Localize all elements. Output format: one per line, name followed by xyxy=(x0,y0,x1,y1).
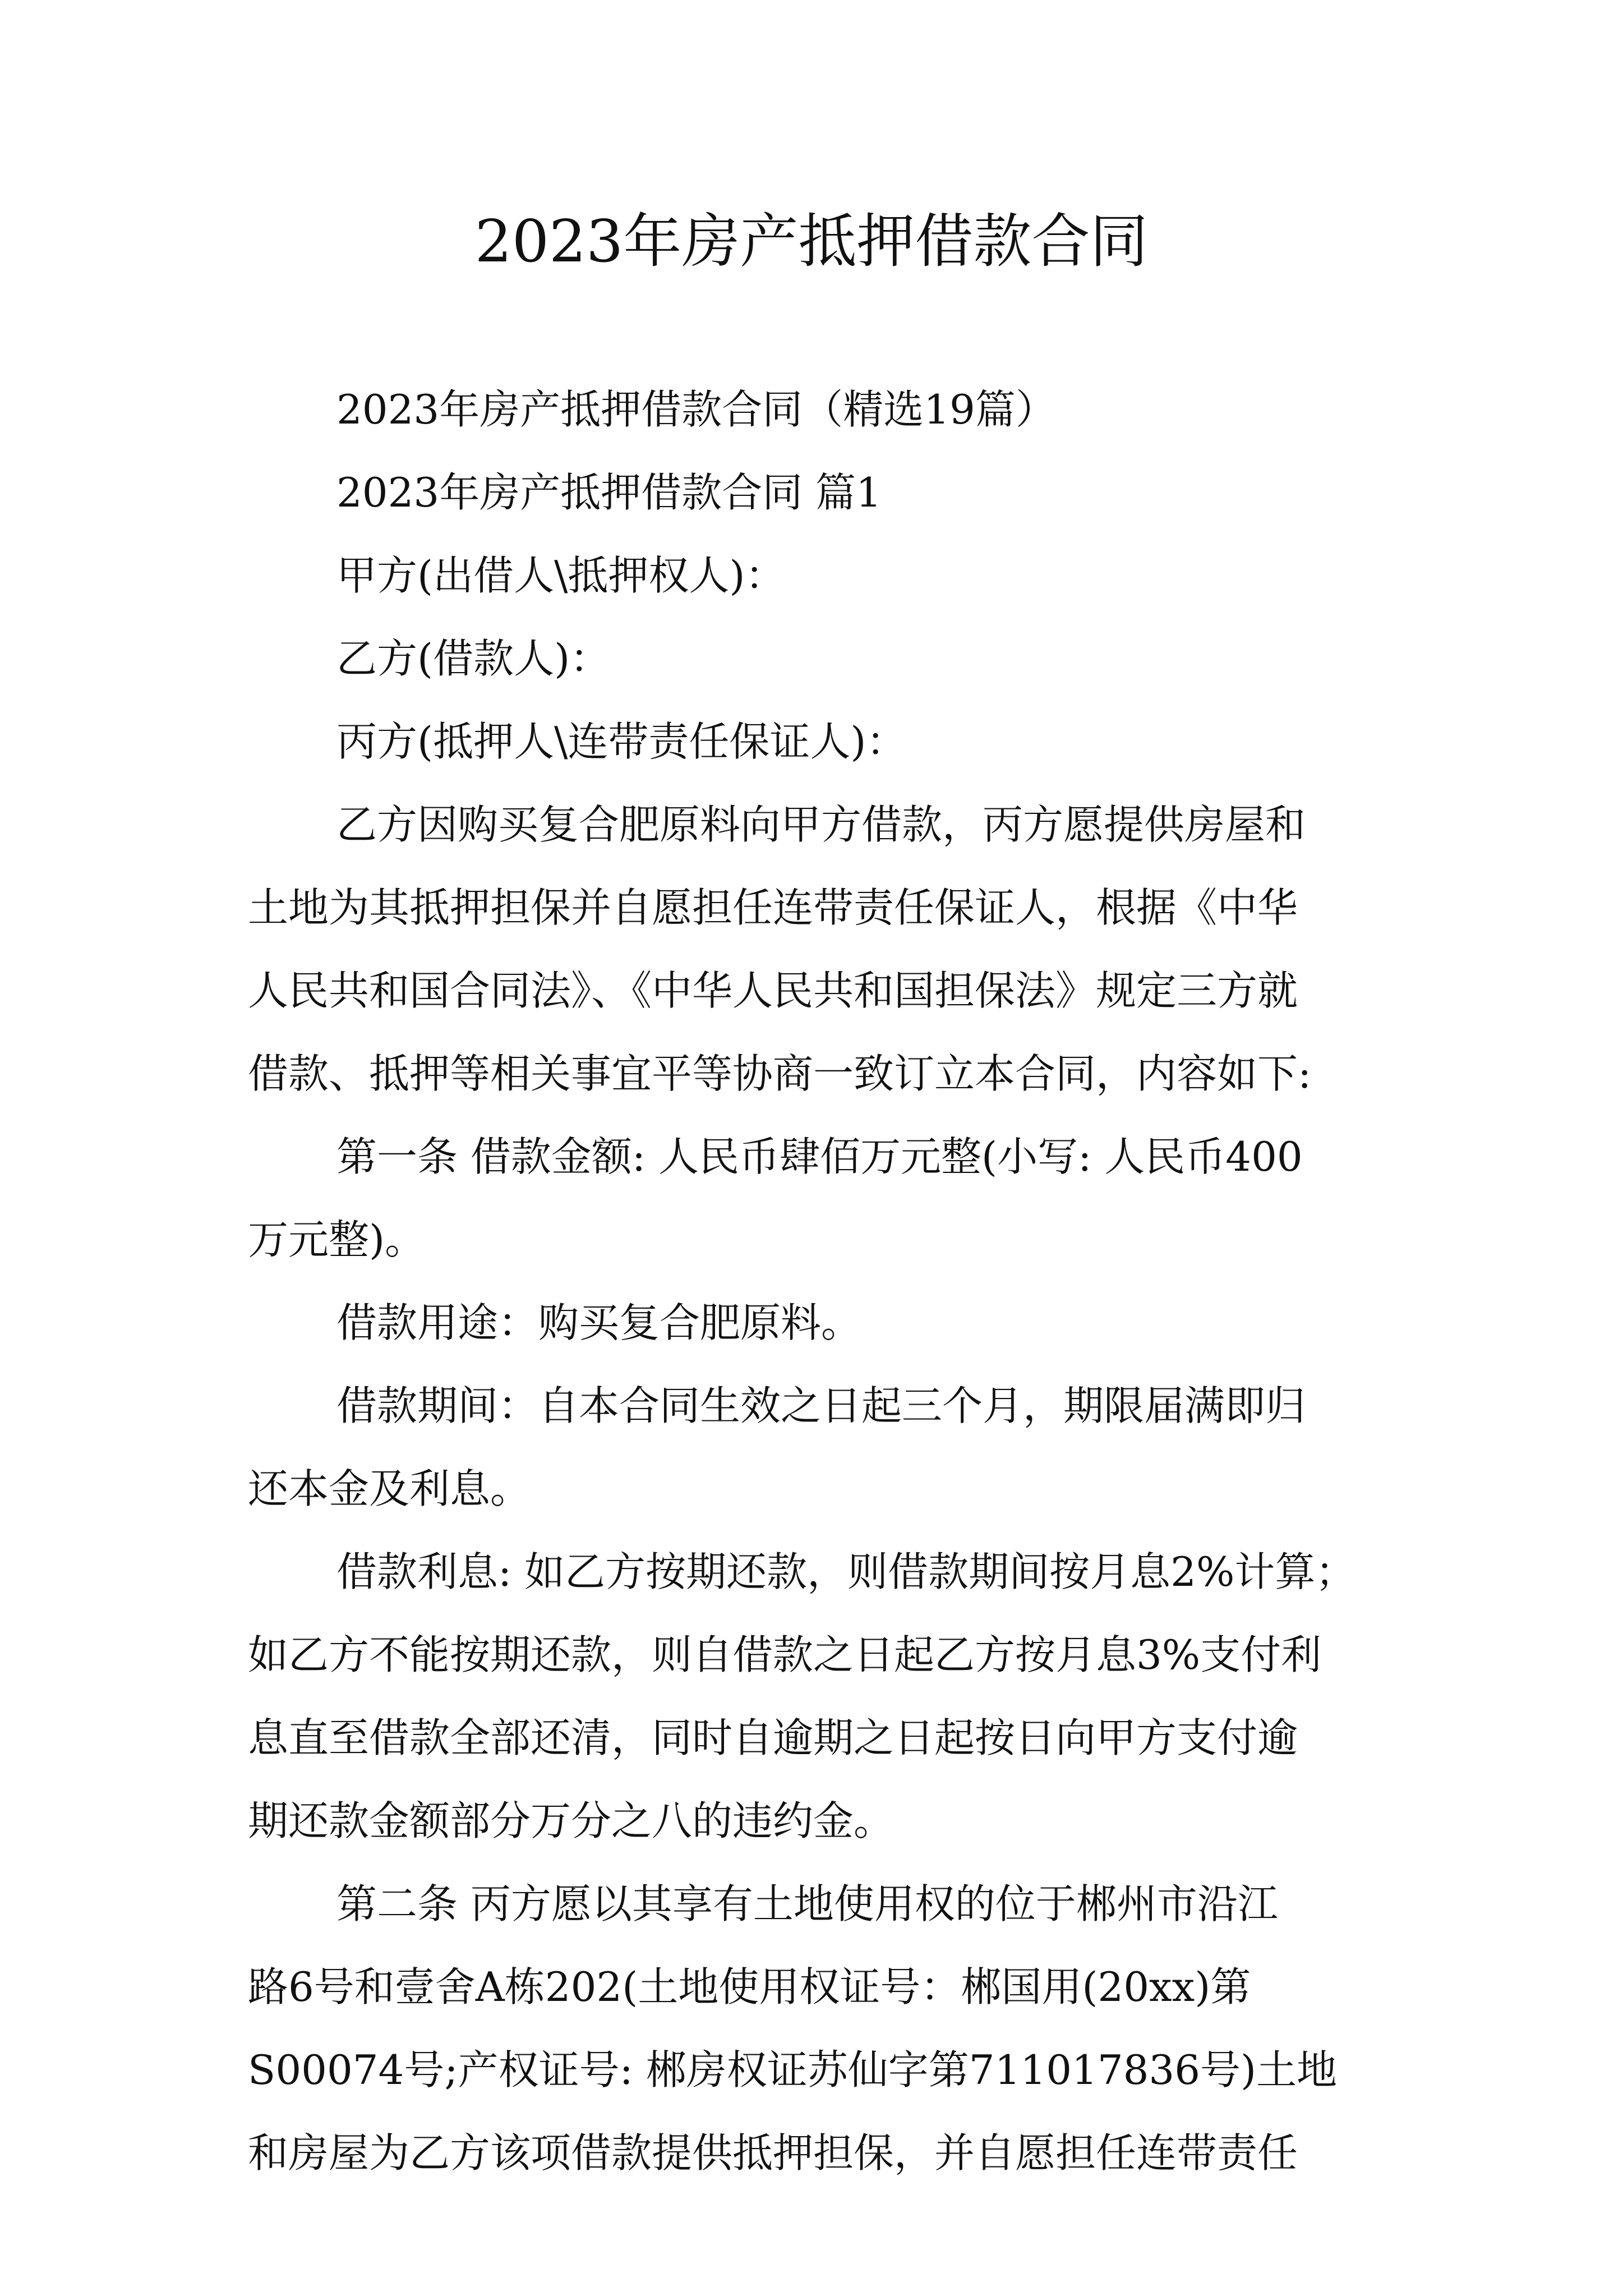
text-line: 借款期间：自本合同生效之日起三个月，期限届满即归 xyxy=(336,1382,1306,1429)
text-line: 第一条 借款金额: 人民币肆佰万元整(小写: 人民币400 xyxy=(336,1133,1303,1180)
document-body xyxy=(248,368,1384,2194)
document-title: 2023年房产抵押借款合同 xyxy=(474,207,1149,275)
text-line: 2023年房产抵押借款合同（精选19篇） xyxy=(336,386,1056,433)
text-line: 借款利息: 如乙方按期还款，则借款期间按月息2%计算； xyxy=(336,1548,1356,1595)
text-line: 乙方因购买复合肥原料向甲方借款，丙方愿提供房屋和 xyxy=(336,801,1306,848)
text-line: 丙方(抵押人\连带责任保证人)： xyxy=(336,718,907,765)
text-line: 还本金及利息。 xyxy=(248,1465,531,1512)
text-line: S00074号;产权证号: 郴房权证苏仙字第711017836号)土地 xyxy=(248,2046,1338,2093)
text-line: 土地为其抵押担保并自愿担任连带责任保证人，根据《中华 xyxy=(248,884,1298,931)
text-line: 2023年房产抵押借款合同 篇1 xyxy=(336,469,882,516)
text-line: 第二条 丙方愿以其享有土地使用权的位于郴州市沿江 xyxy=(336,1880,1278,1927)
text-line: 借款用途：购买复合肥原料。 xyxy=(336,1299,862,1346)
text-line: 甲方(出借人\抵押权人)： xyxy=(336,552,786,599)
text-line: 和房屋为乙方该项借款提供抵押担保，并自愿担任连带责任 xyxy=(248,2129,1298,2177)
text-line: 期还款金额部分万分之八的违约金。 xyxy=(248,1797,895,1844)
text-line: 借款、抵押等相关事宜平等协商一致订立本合同，内容如下: xyxy=(248,1050,1312,1097)
text-line: 万元整)。 xyxy=(248,1216,426,1263)
text-line: 路6号和壹舍A栋202(土地使用权证号：郴国用(20xx)第 xyxy=(248,1963,1251,2010)
text-line: 乙方(借款人)： xyxy=(336,635,611,682)
text-line: 息直至借款全部还清，同时自逾期之日起按日向甲方支付逾 xyxy=(248,1714,1298,1761)
text-line: 如乙方不能按期还款，则自借款之日起乙方按月息3%支付利 xyxy=(248,1631,1322,1678)
text-line: 人民共和国合同法》、《中华人民共和国担保法》规定三方就 xyxy=(248,967,1298,1014)
